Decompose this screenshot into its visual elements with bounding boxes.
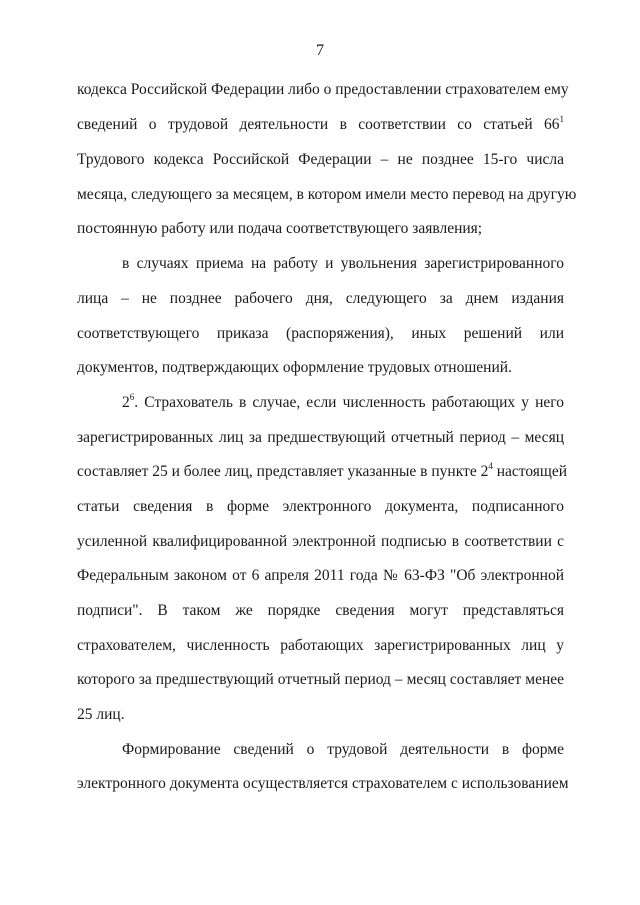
text-fragment: составляет 25 и более лиц, представляет указанные в пункте 2 [77, 463, 489, 480]
text-line [122, 393, 564, 413]
text-line: Формирование сведений о трудовой деятельности в форме [122, 741, 564, 758]
text-line [77, 461, 568, 482]
text-line: постоянную работу или подача соответствующего заявления; [77, 220, 483, 237]
text-line: в случаях приема на работу и увольнения зарегистрированного [122, 255, 564, 272]
text-line: соответствующего приказа (распоряжения), иных решений или [77, 325, 564, 342]
text-fragment: сведений о трудовой деятельности в соответствии со статьей 66 [77, 116, 560, 133]
superscript: 1 [559, 114, 564, 124]
text-line: которого за предшествующий отчетный период – месяц составляет менее [77, 671, 564, 688]
text-line: месяца, следующего за месяцем, в котором имели место перевод на другую [77, 186, 577, 203]
text-line: кодекса Российской Федерации либо о предоставлении страхователем ему [77, 81, 569, 98]
text-fragment: настоящей [492, 463, 568, 480]
text-line: страхователем, численность работающих зарегистрированных лиц у [77, 637, 564, 654]
superscript: 6 [129, 392, 135, 402]
text-fragment: 2 [122, 394, 130, 411]
text-line: усиленной квалифицированной электронной подписью в соответствии с [77, 533, 564, 550]
text-line: 25 лиц. [77, 706, 125, 723]
text-line: зарегистрированных лиц за предшествующий отчетный период – месяц [77, 429, 564, 446]
text-line: документов, подтверждающих оформление трудовых отношений. [77, 359, 512, 376]
text-line: электронного документа осуществляется страхователем с использованием [77, 775, 569, 792]
text-line: Трудового кодекса Российской Федерации – не позднее 15-го числа [77, 151, 564, 168]
text-line: подписи". В таком же порядке сведения могут представляться [77, 602, 564, 619]
page-number: 7 [316, 42, 324, 59]
text-line [77, 115, 564, 135]
text-fragment: . Страхователь в случае, если численность работающих у него [134, 394, 564, 411]
superscript: 4 [488, 461, 493, 471]
text-line: Федеральным законом от 6 апреля 2011 года № 63-ФЗ "Об электронной [77, 567, 564, 584]
text-line: лица – не позднее рабочего дня, следующего за днем издания [77, 290, 564, 307]
text-line: статьи сведения в форме электронного документа, подписанного [77, 498, 564, 515]
